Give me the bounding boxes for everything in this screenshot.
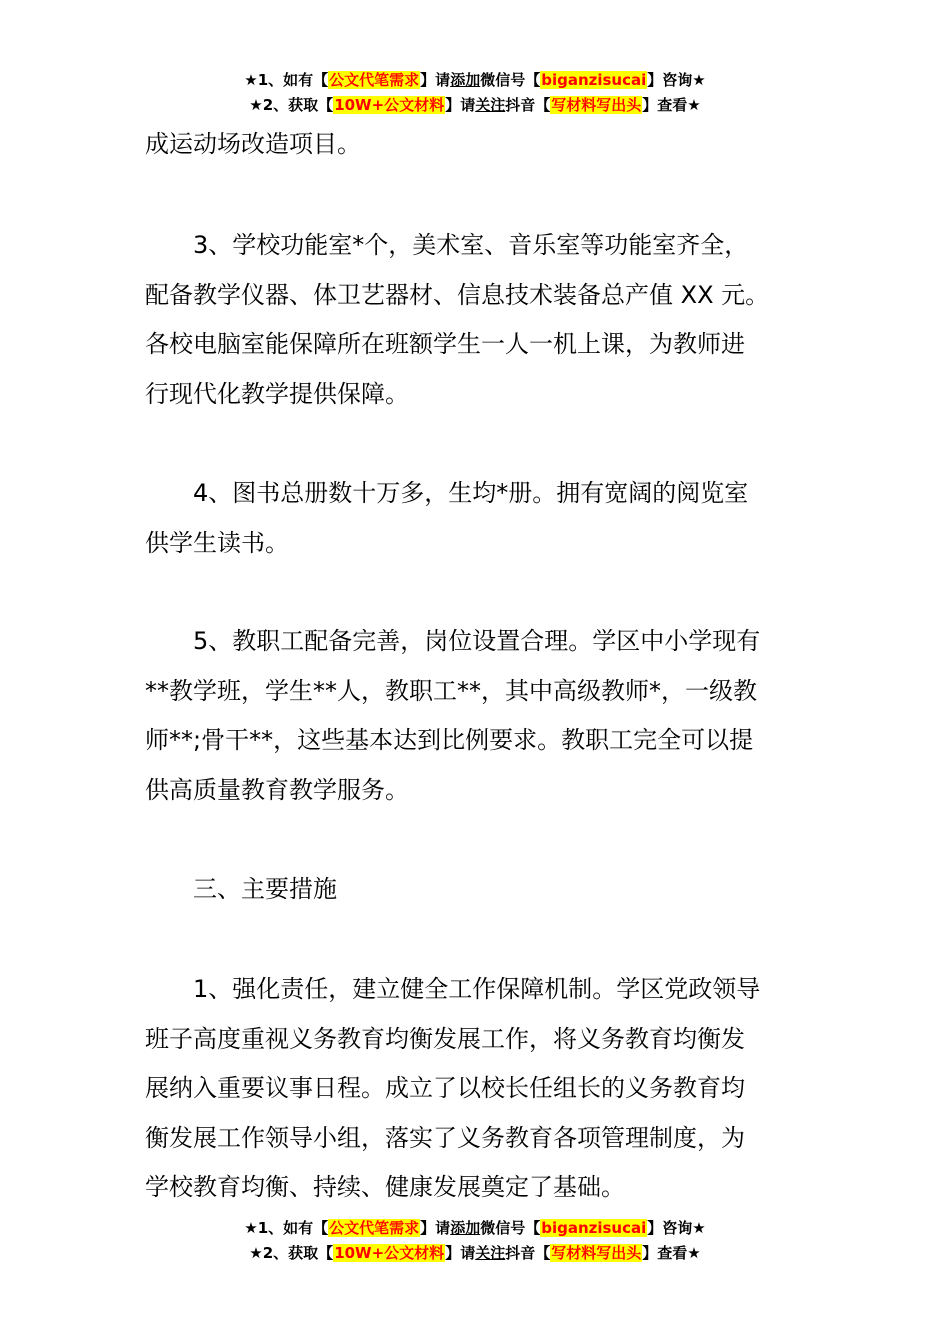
text-line: 行现代化教学提供保障。 [145,379,409,408]
banner-highlight: biganzisucai [541,1219,647,1237]
banner-text: 】查看★ [642,1244,701,1262]
text-line: 4、图书总册数十万多，生均*册。拥有宽阔的阅览室 [193,479,749,507]
text-line: 班子高度重视义务教育均衡发展工作，将义务教育均衡发 [145,1024,745,1053]
banner-text: ★1、如有【 [244,1219,329,1237]
text-line: 供高质量教育教学服务。 [145,775,409,804]
banner-highlight: 公文代笔需求 [329,1219,420,1237]
banner-text: 抖音【 [505,1244,551,1262]
banner-underline: 关注 [475,1244,506,1262]
footer-banner [0,1216,950,1266]
banner-underline: 添加 [450,1219,481,1237]
banner-highlight: biganzisucai [541,71,647,89]
paragraph-item-5 [145,617,810,815]
banner-text: 】请 [420,71,451,89]
text-line: 衡发展工作领导小组，落实了义务教育各项管理制度，为 [145,1123,745,1152]
banner-text: ★1、如有【 [244,71,329,89]
banner-highlight: 写材料写出头 [551,1244,642,1262]
header-banner [0,68,950,118]
banner-line-1 [0,1216,950,1241]
text-line: 供学生读书。 [145,528,289,557]
text-line: **教学班，学生**人，教职工**，其中高级教师*，一级教 [145,676,757,705]
banner-line-1 [0,68,950,93]
paragraph-item-4 [145,469,810,568]
banner-text: 】咨询★ [647,1219,706,1237]
banner-text: 】查看★ [642,96,701,114]
text-line: 配备教学仪器、体卫艺器材、信息技术装备总产值 XX 元。 [145,280,770,309]
banner-highlight: 写材料写出头 [551,96,642,114]
banner-highlight: 10W+公文材料 [334,1244,445,1262]
banner-text: 】请 [445,1244,476,1262]
banner-highlight: 10W+公文材料 [334,96,445,114]
banner-underline: 添加 [450,71,481,89]
banner-text: 】请 [420,1219,451,1237]
banner-line-2 [0,93,950,118]
banner-text: 抖音【 [505,96,551,114]
section-heading-block [145,865,810,915]
text-line: 各校电脑室能保障所在班额学生一人一机上课，为教师进 [145,330,745,358]
banner-text: ★2、获取【 [249,96,334,114]
banner-highlight: 公文代笔需求 [329,71,420,89]
banner-text: 微信号【 [480,1219,541,1237]
text-line: 展纳入重要议事日程。成立了以校长任组长的义务教育均 [145,1074,745,1102]
section-heading: 三、主要措施 [193,875,337,903]
text-line: 5、教职工配备完善，岗位设置合理。学区中小学现有 [193,627,761,655]
paragraph-measure-1 [145,965,810,1213]
text-line: 师**;骨干**，这些基本达到比例要求。教职工完全可以提 [145,726,754,754]
banner-text: 】咨询★ [647,71,706,89]
paragraph-item-3 [145,221,810,419]
continuation-line: 成运动场改造项目。 [145,130,361,158]
banner-underline: 关注 [475,96,506,114]
banner-text: 微信号【 [480,71,541,89]
text-line: 1、强化责任，建立健全工作保障机制。学区党政领导 [193,975,761,1003]
banner-line-2 [0,1241,950,1266]
banner-text: ★2、获取【 [249,1244,334,1262]
text-line: 学校教育均衡、持续、健康发展奠定了基础。 [145,1173,625,1201]
banner-text: 】请 [445,96,476,114]
text-line: 3、学校功能室*个，美术室、音乐室等功能室齐全， [193,231,749,259]
document-body [145,120,810,170]
